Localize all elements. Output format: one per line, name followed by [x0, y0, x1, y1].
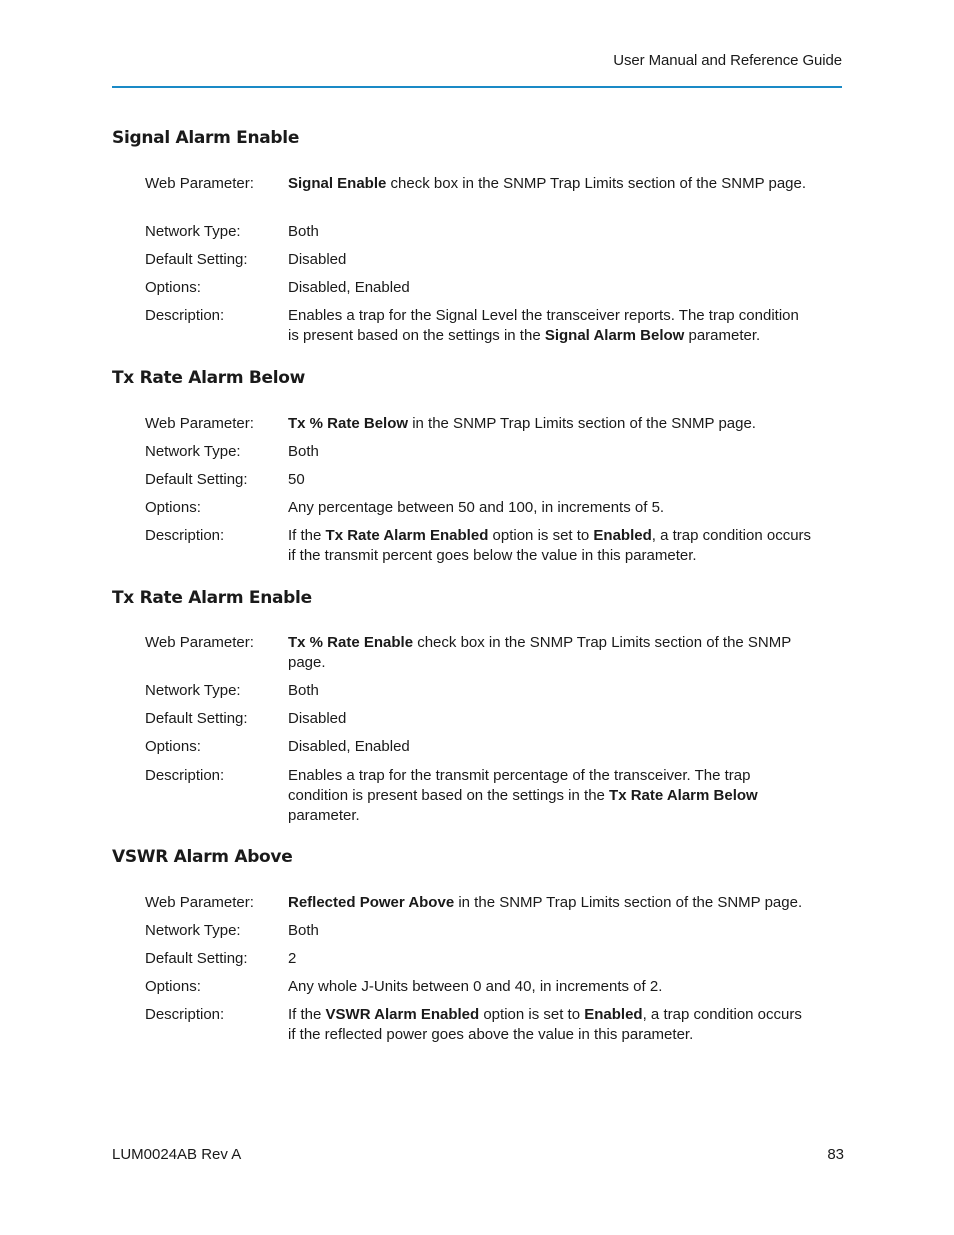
label-web-parameter: Web Parameter:	[145, 415, 254, 432]
value-options: Any percentage between 50 and 100, in increments of 5.	[288, 499, 665, 516]
header-rule	[112, 86, 842, 88]
label-web-parameter: Web Parameter:	[145, 634, 254, 651]
footer-doc-id: LUM0024AB Rev A	[112, 1146, 242, 1163]
row-default-setting	[145, 250, 835, 278]
row-network-type	[145, 681, 835, 709]
value-web-parameter: Tx % Rate Enable check box in the SNMP Trap Limits section of the SNMP page.	[288, 634, 791, 671]
row-default-setting	[145, 949, 835, 977]
label-web-parameter: Web Parameter:	[145, 894, 254, 911]
params-signal-alarm-enable	[145, 174, 835, 346]
value-web-parameter: Signal Enable check box in the SNMP Trap Limits section of the SNMP page.	[288, 175, 807, 192]
params-tx-rate-alarm-enable	[145, 633, 835, 826]
section-tx-rate-alarm-enable	[112, 588, 842, 608]
label-default-setting: Default Setting:	[145, 950, 248, 967]
section-vswr-alarm-above	[112, 847, 842, 867]
section-signal-alarm-enable	[112, 128, 842, 148]
row-description	[145, 766, 835, 826]
row-default-setting	[145, 470, 835, 498]
row-default-setting	[145, 709, 835, 737]
value-web-parameter: Tx % Rate Below in the SNMP Trap Limits section of the SNMP page.	[288, 415, 756, 432]
row-web-parameter	[145, 633, 835, 681]
section-heading: Tx Rate Alarm Below	[112, 368, 306, 388]
value-options: Any whole J-Units between 0 and 40, in increments of 2.	[288, 978, 663, 995]
label-description: Description:	[145, 767, 225, 784]
running-header-title: User Manual and Reference Guide	[613, 52, 842, 69]
section-heading: Signal Alarm Enable	[112, 128, 300, 148]
label-default-setting: Default Setting:	[145, 471, 248, 488]
value-description: Enables a trap for the Signal Level the transceiver reports. The trap condition is present based on the settings in the Signal Alarm Below parameter.	[288, 307, 799, 344]
row-description	[145, 1005, 835, 1045]
params-vswr-alarm-above	[145, 893, 835, 1045]
row-options	[145, 977, 835, 1005]
row-network-type	[145, 442, 835, 470]
value-web-parameter: Reflected Power Above in the SNMP Trap Limits section of the SNMP page.	[288, 894, 803, 911]
section-tx-rate-alarm-below	[112, 368, 842, 388]
value-network-type: Both	[288, 443, 319, 460]
section-heading: VSWR Alarm Above	[112, 847, 293, 867]
label-options: Options:	[145, 738, 201, 755]
label-options: Options:	[145, 978, 201, 995]
value-description: If the VSWR Alarm Enabled option is set to Enabled, a trap condition occurs if the reflected power goes above the value in this parameter.	[288, 1006, 802, 1043]
value-network-type: Both	[288, 223, 319, 240]
value-default-setting: Disabled	[288, 710, 347, 727]
value-network-type: Both	[288, 682, 319, 699]
value-description: Enables a trap for the transmit percentage of the transceiver. The trap condition is present based on the settings in the Tx Rate Alarm Below parameter.	[288, 767, 758, 824]
row-web-parameter	[145, 174, 835, 222]
value-options: Disabled, Enabled	[288, 738, 410, 755]
value-options: Disabled, Enabled	[288, 279, 410, 296]
value-default-setting: Disabled	[288, 251, 347, 268]
row-options	[145, 278, 835, 306]
row-description	[145, 306, 835, 346]
value-description: If the Tx Rate Alarm Enabled option is set to Enabled, a trap condition occurs if the transmit percent goes below the value in this parameter.	[288, 527, 812, 564]
row-network-type	[145, 222, 835, 250]
label-default-setting: Default Setting:	[145, 710, 248, 727]
params-tx-rate-alarm-below	[145, 414, 835, 566]
section-heading: Tx Rate Alarm Enable	[112, 588, 312, 608]
label-options: Options:	[145, 279, 201, 296]
label-network-type: Network Type:	[145, 443, 241, 460]
row-options	[145, 498, 835, 526]
footer-page-number: 83	[827, 1146, 844, 1163]
value-network-type: Both	[288, 922, 319, 939]
label-description: Description:	[145, 527, 225, 544]
label-default-setting: Default Setting:	[145, 251, 248, 268]
row-web-parameter	[145, 414, 835, 442]
row-web-parameter	[145, 893, 835, 921]
row-description	[145, 526, 835, 566]
label-network-type: Network Type:	[145, 922, 241, 939]
label-options: Options:	[145, 499, 201, 516]
label-description: Description:	[145, 1006, 225, 1023]
value-default-setting: 2	[288, 950, 297, 967]
row-options	[145, 737, 835, 766]
label-network-type: Network Type:	[145, 223, 241, 240]
label-web-parameter: Web Parameter:	[145, 175, 254, 192]
row-network-type	[145, 921, 835, 949]
label-description: Description:	[145, 307, 225, 324]
value-default-setting: 50	[288, 471, 305, 488]
label-network-type: Network Type:	[145, 682, 241, 699]
